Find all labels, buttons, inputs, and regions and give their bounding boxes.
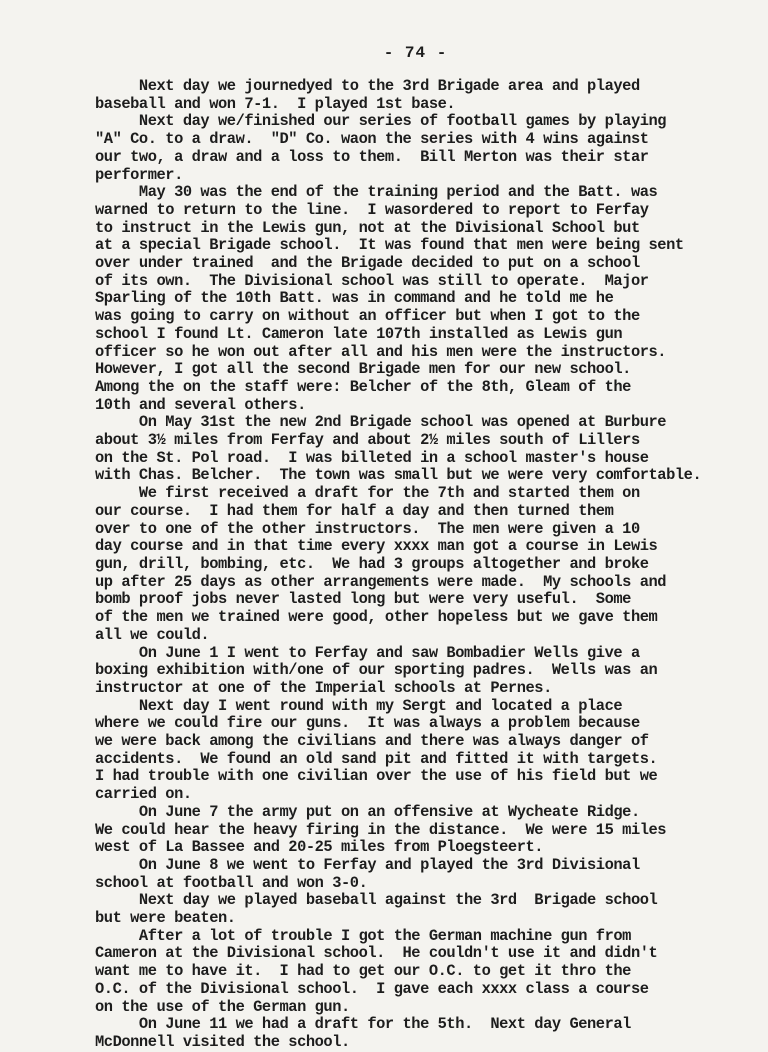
text-line: Next day we journedyed to the 3rd Brigade area and played [95, 77, 640, 95]
text-line: baseball and won 7-1. I played 1st base. [95, 94, 456, 113]
text-line: On June 11 we had a draft for the 5th. Next day General [95, 1015, 631, 1034]
text-line: over under trained and the Brigade decided to put on a school [95, 254, 640, 273]
text-line: of its own. The Divisional school was still to operate. Major [95, 271, 649, 290]
text-line: Next day I went round with my Sergt and located a place [95, 696, 623, 715]
text-line: where we could fire our guns. It was always a problem because [95, 714, 640, 733]
text-line: at a special Brigade school. It was found that men were being sent [95, 236, 684, 255]
body-text [95, 78, 728, 1052]
text-line: After a lot of trouble I got the German machine gun from [95, 926, 631, 945]
text-line: school I found Lt. Cameron late 107th installed as Lewis gun [95, 324, 623, 343]
text-line: carried on. [95, 785, 192, 804]
text-line: McDonnell visited the school. [95, 1032, 350, 1051]
text-line: but were beaten. [95, 909, 236, 928]
text-line: instructor at one of the Imperial schools at Pernes. [95, 678, 552, 697]
text-line: was going to carry on without an officer but when I got to the [95, 307, 640, 326]
text-line: accidents. We found an old sand pit and fitted it with targets. [95, 749, 658, 768]
text-line: gun, drill, bombing, etc. We had 3 groups altogether and broke [95, 554, 649, 573]
text-line: our course. I had them for half a day and then turned them [95, 501, 614, 520]
text-line: "A" Co. to a draw. "D" Co. waon the series with 4 wins against [95, 130, 649, 149]
text-line: over to one of the other instructors. The men were given a 10 [95, 519, 640, 538]
text-line: officer so he won out after all and his men were the instructors. [95, 342, 667, 361]
text-line: bomb proof jobs never lasted long but were very useful. Some [95, 590, 631, 609]
text-line: up after 25 days as other arrangements were made. My schools and [95, 572, 667, 591]
text-line: school at football and won 3-0. [95, 873, 368, 892]
text-line: On June 8 we went to Ferfay and played the 3rd Divisional [95, 855, 640, 874]
text-line: Among the on the staff were: Belcher of the 8th, Gleam of the [95, 377, 631, 396]
text-line: with Chas. Belcher. The town was small but we were very comfortable. [95, 466, 702, 485]
text-line: We first received a draft for the 7th and started them on [95, 484, 640, 503]
page-number: - 74 - [383, 44, 448, 62]
text-line: Sparling of the 10th Batt. was in command and he told me he [95, 289, 614, 308]
text-line: O.C. of the Divisional school. I gave each xxxx class a course [95, 979, 649, 998]
text-line: about 3½ miles from Ferfay and about 2½ miles south of Lillers [95, 431, 640, 450]
text-line: Cameron at the Divisional school. He couldn't use it and didn't [95, 944, 658, 963]
text-line: Next day we/finished our series of football games by playing [95, 112, 667, 131]
text-line: We could hear the heavy firing in the distance. We were 15 miles [95, 820, 667, 839]
text-line: However, I got all the second Brigade men for our new school. [95, 360, 631, 379]
text-line: On June 7 the army put on an offensive at Wycheate Ridge. [95, 802, 640, 821]
text-line: Next day we played baseball against the 3rd Brigade school [95, 891, 658, 910]
text-line: on the St. Pol road. I was billeted in a school master's house [95, 448, 649, 467]
text-line: I had trouble with one civilian over the use of his field but we [95, 767, 658, 786]
text-line: west of La Bassee and 20-25 miles from Ploegsteert. [95, 838, 544, 857]
text-line: our two, a draw and a loss to them. Bill Merton was their star [95, 147, 649, 166]
text-line: of the men we trained were good, other hopeless but we gave them [95, 608, 658, 627]
text-line: to instruct in the Lewis gun, not at the Divisional School but [95, 218, 640, 237]
text-line: boxing exhibition with/one of our sporting padres. Wells was an [95, 661, 658, 680]
text-line: want me to have it. I had to get our O.C. to get it thro the [95, 962, 631, 981]
text-line: warned to return to the line. I wasordered to report to Ferfay [95, 200, 649, 219]
text-line: on the use of the German gun. [95, 997, 350, 1016]
text-line: we were back among the civilians and there was always danger of [95, 732, 649, 751]
text-line: all we could. [95, 625, 210, 644]
text-line: day course and in that time every xxxx man got a course in Lewis [95, 537, 658, 556]
text-line: 10th and several others. [95, 395, 306, 414]
text-line: performer. [95, 165, 183, 184]
text-line: On June 1 I went to Ferfay and saw Bombadier Wells give a [95, 643, 640, 662]
text-line: On May 31st the new 2nd Brigade school was opened at Burbure [95, 413, 667, 432]
text-line: May 30 was the end of the training period and the Batt. was [95, 183, 658, 202]
